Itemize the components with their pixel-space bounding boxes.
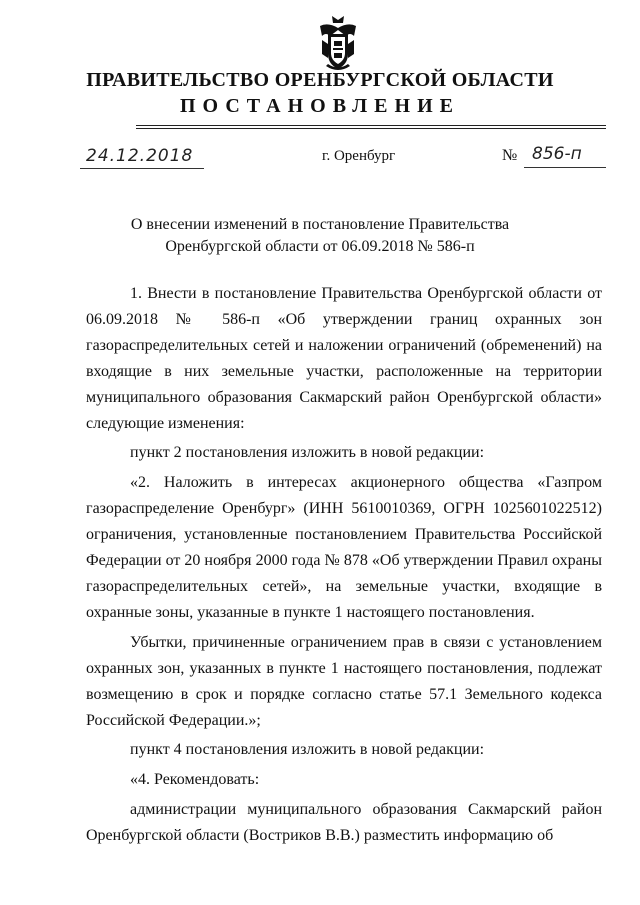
number-sign: №: [502, 147, 518, 164]
paragraph-4: Убытки, причиненные ограничением прав в связи с установлением охранных зон, указанных в пункте 1 настоящего постановления, подлежат возмещению в срок и порядке согласно статье 57.1 Земельного кодекса Российской Федерации.»;: [86, 633, 602, 729]
document-subject: [0, 214, 640, 258]
document-date: 24.12.2018: [86, 146, 194, 166]
subject-line-2: Оренбургской области от 06.09.2018 № 586-п: [165, 238, 475, 255]
paragraph-7: администрации муниципального образования Сакмарский район Оренбургской области (Востриков В.В.) разместить информацию об: [86, 801, 602, 845]
paragraph-3: «2. Наложить в интересах акционерного общества «Газпром газораспределение Оренбург» (ИНН 5610010369, ОГРН 1025601022512) ограничения, установленные постановлением Правительства Российской Федерации от 20 ноября 2000 года № 878 «Об утверждении Правил охраны газораспределительных сетей», на земельные участки, входящие в охранные зоны, указанные в пункте 1 настоящего постановления.: [86, 474, 602, 621]
header-rule: [136, 125, 606, 126]
document-body: [86, 281, 602, 853]
organization-title: ПРАВИТЕЛЬСТВО ОРЕНБУРГСКОЙ ОБЛАСТИ: [86, 69, 554, 91]
document-number: 856-п: [532, 144, 582, 164]
document-type: ПОСТАНОВЛЕНИЕ: [180, 95, 460, 117]
subject-line-1: О внесении изменений в постановление Правительства: [130, 216, 510, 233]
paragraph-2: пункт 2 постановления изложить в новой редакции:: [130, 444, 485, 462]
number-underline: [524, 167, 606, 168]
coat-of-arms-icon: [316, 14, 360, 74]
paragraph-6: «4. Рекомендовать:: [130, 771, 260, 789]
document-city: г. Оренбург: [322, 148, 396, 164]
paragraph-1: 1. Внести в постановление Правительства Оренбургской области от 06.09.2018 № 586-п «Об утверждении границ охранных зон газораспределительных сетей и наложении ограничений (обременений) на входящие в них земельные участки, расположенные на территории муниципального образования Сакмарский район Оренбургской области» следующие изменения:: [86, 285, 602, 432]
paragraph-5: пункт 4 постановления изложить в новой редакции:: [130, 741, 485, 759]
date-underline: [80, 168, 204, 169]
header-rule-secondary: [136, 128, 606, 129]
